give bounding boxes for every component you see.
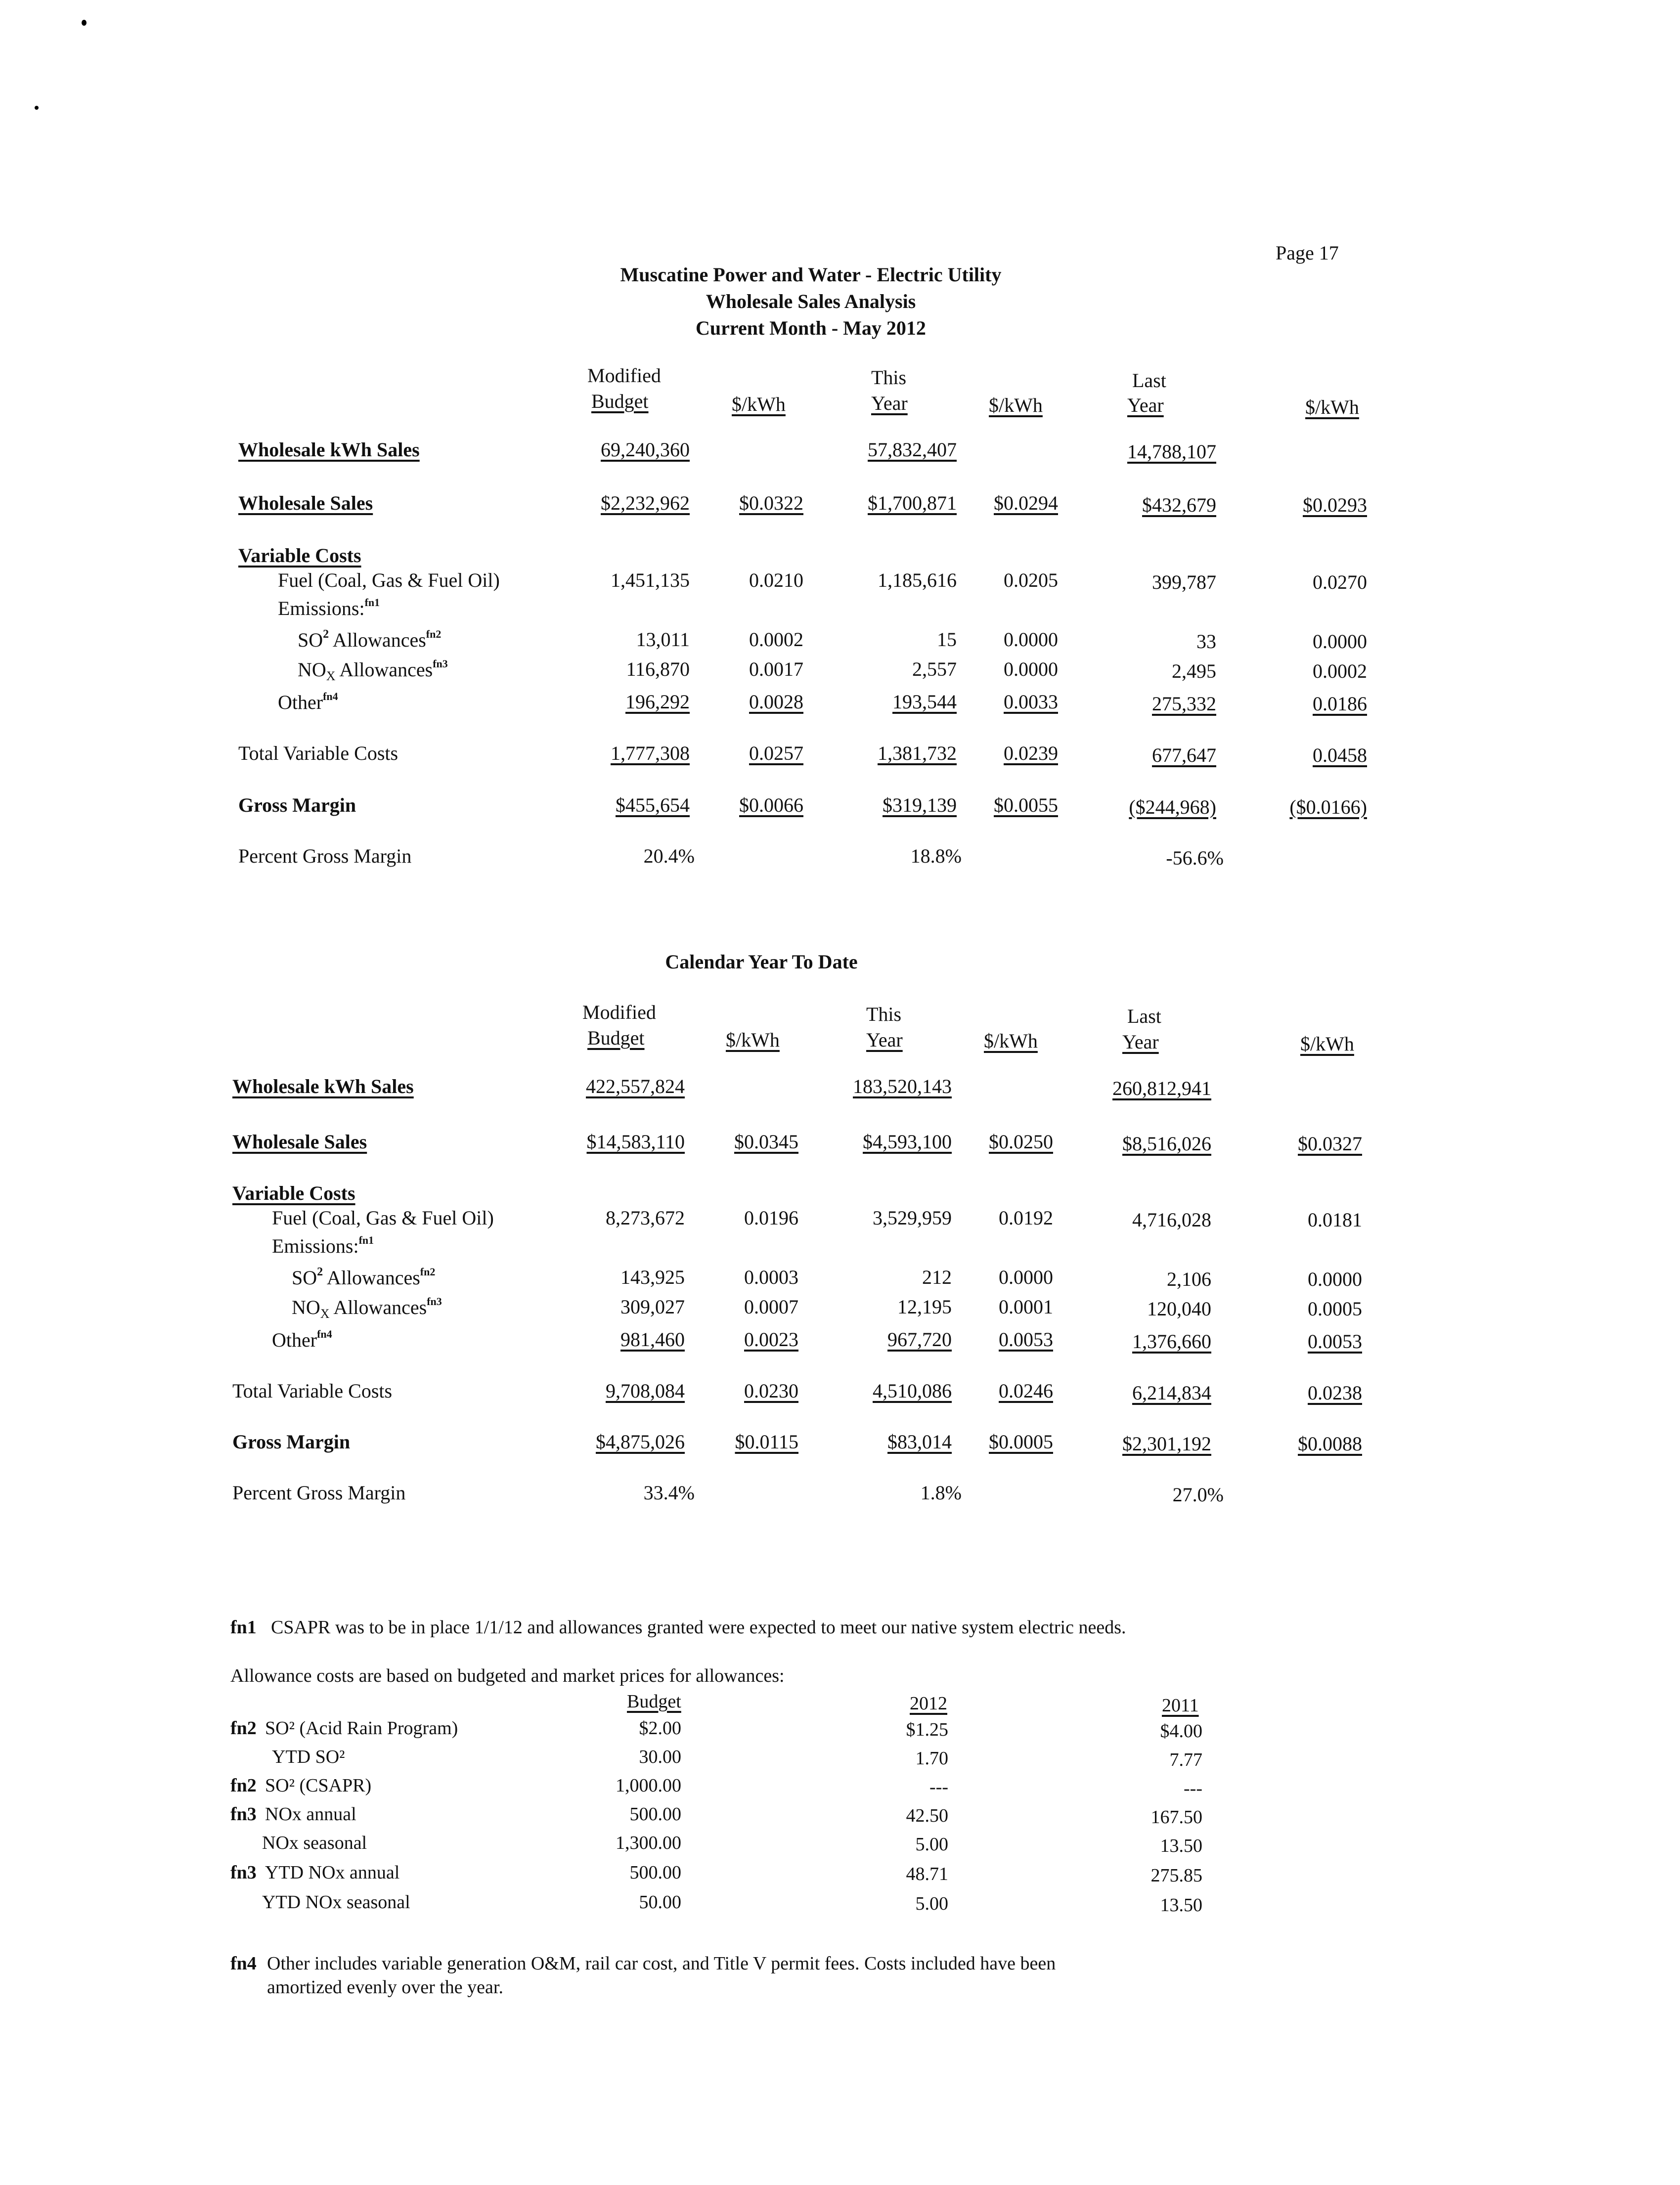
cell-budget: 309,027 bbox=[620, 1296, 685, 1318]
cell-last-year: $2,301,192 bbox=[1122, 1433, 1211, 1455]
cell-this-year: 15 bbox=[937, 628, 957, 651]
cell-this-year: 1.8% bbox=[920, 1482, 962, 1504]
cell-last-year-per-kwh: 0.0005 bbox=[1308, 1298, 1362, 1320]
row-label: Wholesale Sales bbox=[232, 1131, 367, 1153]
cell-this-year: 4,510,086 bbox=[873, 1380, 952, 1402]
cell-last-year: 120,040 bbox=[1147, 1298, 1211, 1320]
report-title: Muscatine Power and Water - Electric Utility bbox=[620, 263, 1002, 286]
cell-budget-per-kwh: 0.0007 bbox=[744, 1296, 798, 1318]
row-label: Other$^{fn4}$ bbox=[272, 1328, 332, 1351]
cell-budget: $455,654 bbox=[616, 794, 690, 816]
row-label: Other$^{fn4}$ bbox=[278, 690, 338, 713]
row-label: Fuel (Coal, Gas & Fuel Oil) bbox=[272, 1207, 494, 1229]
row-label: Total Variable Costs bbox=[238, 742, 398, 764]
cell-budget-per-kwh: 0.0230 bbox=[744, 1380, 798, 1402]
allowance-label: NOx annual bbox=[265, 1804, 356, 1825]
row-label: Wholesale kWh Sales bbox=[232, 1075, 414, 1097]
cell-last-year: 6,214,834 bbox=[1132, 1382, 1211, 1404]
cell-this-year-per-kwh: 0.0053 bbox=[999, 1328, 1053, 1351]
cell-last-year-per-kwh: $0.0293 bbox=[1303, 494, 1367, 516]
row-label: Wholesale Sales bbox=[238, 492, 373, 514]
cell-last-year: 677,647 bbox=[1152, 744, 1216, 766]
cell-budget: 33.4% bbox=[643, 1482, 695, 1504]
row-label: Emissions:$^{fn1}$ bbox=[272, 1234, 374, 1257]
cell-this-year: $1,700,871 bbox=[868, 492, 957, 514]
cell-budget-per-kwh: 0.0023 bbox=[744, 1328, 798, 1351]
col-kwh-1: $/kWh bbox=[732, 393, 786, 415]
col-kwh-2: $/kWh bbox=[989, 394, 1043, 416]
cell-last-year: $432,679 bbox=[1142, 494, 1216, 516]
cell-last-year-per-kwh: 0.0458 bbox=[1313, 744, 1367, 766]
cell-last-year-per-kwh: 0.0186 bbox=[1313, 693, 1367, 715]
allowance-value-budget: $2.00 bbox=[639, 1718, 681, 1739]
cell-last-year: 14,788,107 bbox=[1127, 440, 1216, 463]
allowance-value-2011: 167.50 bbox=[1150, 1807, 1202, 1828]
allowance-col-budget: Budget bbox=[627, 1691, 681, 1712]
row-label: Gross Margin bbox=[232, 1431, 351, 1453]
cell-this-year: $4,593,100 bbox=[863, 1131, 952, 1153]
allowance-value-budget: 500.00 bbox=[629, 1862, 681, 1883]
col-this-top: This bbox=[871, 366, 907, 389]
col-last-top: Last bbox=[1127, 1005, 1161, 1027]
cell-last-year-per-kwh: $0.0088 bbox=[1298, 1433, 1362, 1455]
cell-this-year-per-kwh: $0.0250 bbox=[989, 1131, 1053, 1153]
cell-budget-per-kwh: $0.0115 bbox=[735, 1431, 798, 1453]
col-last-bottom: Year bbox=[1127, 394, 1164, 416]
cell-last-year-per-kwh: 0.0181 bbox=[1308, 1209, 1362, 1231]
row-label: Percent Gross Margin bbox=[238, 845, 412, 867]
cell-budget-per-kwh: 0.0196 bbox=[744, 1207, 798, 1229]
cell-this-year-per-kwh: 0.0033 bbox=[1004, 691, 1058, 713]
col-this-bottom: Year bbox=[871, 392, 908, 414]
cell-last-year: 1,376,660 bbox=[1132, 1330, 1211, 1353]
row-label: $SO^2$ Allowances$^{fn2}$ bbox=[298, 628, 442, 651]
cell-last-year-per-kwh: $0.0327 bbox=[1298, 1133, 1362, 1155]
scan-speck bbox=[35, 106, 39, 110]
allowance-value-budget: 50.00 bbox=[639, 1892, 681, 1913]
cell-budget-per-kwh: 0.0003 bbox=[744, 1266, 798, 1288]
row-label: $NO_X$ Allowances$^{fn3}$ bbox=[298, 657, 448, 683]
row-label: Total Variable Costs bbox=[232, 1380, 393, 1402]
footnote-tag: fn2 bbox=[230, 1718, 257, 1739]
cell-this-year: 12,195 bbox=[897, 1296, 952, 1318]
row-label: Emissions:$^{fn1}$ bbox=[278, 596, 380, 619]
row-label: $NO_X$ Allowances$^{fn3}$ bbox=[292, 1295, 442, 1321]
cell-budget-per-kwh: $0.0345 bbox=[734, 1131, 798, 1153]
allowance-value-2011: --- bbox=[1184, 1778, 1202, 1799]
cell-budget-per-kwh: 0.0210 bbox=[749, 569, 803, 591]
col-last-bottom: Year bbox=[1122, 1031, 1159, 1053]
footnote-tag: fn3 bbox=[230, 1804, 257, 1825]
cell-last-year: 275,332 bbox=[1152, 693, 1216, 715]
allowance-label: SO² (CSAPR) bbox=[265, 1775, 372, 1796]
allowance-value-2011: 13.50 bbox=[1160, 1835, 1202, 1856]
fn4-text-line1: Other includes variable generation O&M, rail car cost, and Title V permit fees. Costs included have been bbox=[267, 1953, 1056, 1974]
allowance-value-2012: 42.50 bbox=[906, 1805, 948, 1826]
row-label: Fuel (Coal, Gas & Fuel Oil) bbox=[278, 569, 500, 591]
cell-last-year: 2,495 bbox=[1172, 660, 1216, 682]
cell-budget: 8,273,672 bbox=[606, 1207, 685, 1229]
cell-last-year-per-kwh: 0.0002 bbox=[1313, 660, 1367, 682]
fn1-text: CSAPR was to be in place 1/1/12 and allowances granted were expected to meet our native system electric needs. bbox=[271, 1617, 1126, 1638]
cell-last-year: 399,787 bbox=[1152, 571, 1216, 593]
allowance-col-2011: 2011 bbox=[1162, 1695, 1199, 1716]
cell-last-year: -56.6% bbox=[1166, 847, 1224, 869]
allowance-value-2012: 5.00 bbox=[915, 1893, 948, 1914]
cell-last-year-per-kwh: 0.0000 bbox=[1308, 1268, 1362, 1290]
cell-budget-per-kwh: $0.0066 bbox=[739, 794, 803, 816]
cell-budget: 116,870 bbox=[626, 658, 690, 680]
cell-this-year-per-kwh: $0.0055 bbox=[994, 794, 1058, 816]
allowance-col-2012: 2012 bbox=[910, 1693, 947, 1714]
fn4-tag: fn4 bbox=[230, 1953, 257, 1974]
cell-budget: 69,240,360 bbox=[601, 438, 690, 461]
cell-this-year: 967,720 bbox=[887, 1328, 952, 1351]
allowance-value-budget: 1,000.00 bbox=[616, 1775, 681, 1796]
cell-last-year-per-kwh: ($0.0166) bbox=[1289, 796, 1367, 818]
fn1-tag: fn1 bbox=[230, 1617, 257, 1638]
cell-last-year-per-kwh: 0.0270 bbox=[1313, 571, 1367, 593]
cell-last-year: ($244,968) bbox=[1129, 796, 1216, 818]
cell-this-year-per-kwh: 0.0001 bbox=[999, 1296, 1053, 1318]
cell-last-year: 260,812,941 bbox=[1112, 1077, 1211, 1099]
col-kwh-1: $/kWh bbox=[726, 1029, 780, 1051]
allowance-value-2011: 13.50 bbox=[1160, 1895, 1202, 1916]
page-number: Page 17 bbox=[1276, 242, 1339, 264]
cell-this-year: 18.8% bbox=[910, 845, 962, 867]
allowance-label: YTD NOx seasonal bbox=[262, 1892, 410, 1913]
cell-this-year: 2,557 bbox=[912, 658, 957, 680]
row-label: Gross Margin bbox=[238, 794, 356, 816]
cell-this-year: 1,185,616 bbox=[878, 569, 957, 591]
col-budget-top: Modified bbox=[582, 1001, 656, 1023]
cell-last-year: 2,106 bbox=[1167, 1268, 1211, 1290]
row-label: $SO^2$ Allowances$^{fn2}$ bbox=[292, 1266, 436, 1289]
cell-this-year-per-kwh: 0.0205 bbox=[1004, 569, 1058, 591]
col-last-top: Last bbox=[1132, 369, 1166, 392]
cell-budget: 143,925 bbox=[620, 1266, 685, 1288]
col-this-bottom: Year bbox=[866, 1029, 903, 1051]
allowance-value-2012: 1.70 bbox=[915, 1748, 948, 1769]
scan-speck bbox=[82, 20, 87, 26]
cell-this-year-per-kwh: $0.0294 bbox=[994, 492, 1058, 514]
cell-this-year-per-kwh: $0.0005 bbox=[989, 1431, 1053, 1453]
fn4-text-line2: amortized evenly over the year. bbox=[267, 1977, 503, 1998]
cell-last-year-per-kwh: 0.0000 bbox=[1313, 630, 1367, 653]
cell-this-year: 212 bbox=[922, 1266, 952, 1288]
row-label: Variable Costs bbox=[232, 1182, 355, 1204]
allowance-label: NOx seasonal bbox=[262, 1833, 367, 1853]
cell-this-year-per-kwh: 0.0246 bbox=[999, 1380, 1053, 1402]
row-label: Variable Costs bbox=[238, 544, 361, 567]
allowance-value-budget: 30.00 bbox=[639, 1747, 681, 1767]
cell-budget-per-kwh: 0.0028 bbox=[749, 691, 803, 713]
allowance-value-2011: $4.00 bbox=[1160, 1721, 1202, 1742]
allowance-value-2012: $1.25 bbox=[906, 1719, 948, 1740]
report-period: Current Month - May 2012 bbox=[696, 317, 926, 339]
footnote-tag: fn2 bbox=[230, 1775, 257, 1796]
col-this-top: This bbox=[866, 1003, 902, 1025]
report-subtitle: Wholesale Sales Analysis bbox=[706, 290, 916, 312]
cell-this-year: 3,529,959 bbox=[873, 1207, 952, 1229]
allowance-label: SO² (Acid Rain Program) bbox=[265, 1718, 458, 1739]
cell-last-year: 4,716,028 bbox=[1132, 1209, 1211, 1231]
cell-last-year-per-kwh: 0.0238 bbox=[1308, 1382, 1362, 1404]
cell-budget: 1,777,308 bbox=[611, 742, 690, 764]
cell-this-year: 183,520,143 bbox=[853, 1075, 952, 1097]
cell-this-year-per-kwh: 0.0000 bbox=[999, 1266, 1053, 1288]
cell-budget: 981,460 bbox=[620, 1328, 685, 1351]
cell-budget: $2,232,962 bbox=[601, 492, 690, 514]
cell-this-year: 57,832,407 bbox=[868, 438, 957, 461]
cell-budget: 9,708,084 bbox=[606, 1380, 685, 1402]
cell-this-year: 193,544 bbox=[892, 691, 957, 713]
allowance-label: YTD NOx annual bbox=[265, 1862, 400, 1883]
ytd-title: Calendar Year To Date bbox=[665, 951, 858, 973]
cell-budget: 13,011 bbox=[636, 628, 690, 651]
cell-this-year: 1,381,732 bbox=[878, 742, 957, 764]
cell-last-year-per-kwh: 0.0053 bbox=[1308, 1330, 1362, 1353]
col-budget-top: Modified bbox=[587, 364, 661, 387]
cell-budget: 422,557,824 bbox=[586, 1075, 685, 1097]
cell-this-year-per-kwh: 0.0000 bbox=[1004, 658, 1058, 680]
allowance-value-2011: 275.85 bbox=[1150, 1865, 1202, 1886]
cell-last-year: $8,516,026 bbox=[1122, 1133, 1211, 1155]
cell-budget-per-kwh: $0.0322 bbox=[739, 492, 803, 514]
allowance-value-2012: 5.00 bbox=[915, 1834, 948, 1855]
col-budget-bottom: Budget bbox=[591, 390, 649, 412]
cell-this-year-per-kwh: 0.0000 bbox=[1004, 628, 1058, 651]
cell-this-year-per-kwh: 0.0239 bbox=[1004, 742, 1058, 764]
col-budget-bottom: Budget bbox=[587, 1027, 645, 1049]
cell-this-year: $83,014 bbox=[887, 1431, 952, 1453]
cell-budget-per-kwh: 0.0017 bbox=[749, 658, 803, 680]
cell-budget: $4,875,026 bbox=[596, 1431, 685, 1453]
cell-budget: $14,583,110 bbox=[586, 1131, 685, 1153]
cell-budget: 20.4% bbox=[643, 845, 695, 867]
allowance-value-budget: 500.00 bbox=[629, 1804, 681, 1825]
cell-budget-per-kwh: 0.0257 bbox=[749, 742, 803, 764]
col-kwh-3: $/kWh bbox=[1305, 396, 1359, 418]
cell-budget: 196,292 bbox=[625, 691, 690, 713]
cell-last-year: 27.0% bbox=[1172, 1484, 1224, 1506]
allowance-value-2012: 48.71 bbox=[906, 1864, 948, 1884]
cell-last-year: 33 bbox=[1196, 630, 1216, 653]
allowance-value-2011: 7.77 bbox=[1169, 1749, 1202, 1770]
footnote-tag: fn3 bbox=[230, 1862, 257, 1883]
allowance-intro: Allowance costs are based on budgeted and market prices for allowances: bbox=[230, 1665, 785, 1686]
col-kwh-2: $/kWh bbox=[984, 1030, 1038, 1052]
allowance-value-budget: 1,300.00 bbox=[616, 1833, 681, 1853]
row-label: Percent Gross Margin bbox=[232, 1482, 406, 1504]
cell-budget: 1,451,135 bbox=[611, 569, 690, 591]
cell-this-year: $319,139 bbox=[883, 794, 957, 816]
col-kwh-3: $/kWh bbox=[1300, 1033, 1354, 1055]
cell-this-year-per-kwh: 0.0192 bbox=[999, 1207, 1053, 1229]
allowance-value-2012: --- bbox=[929, 1777, 948, 1797]
cell-budget-per-kwh: 0.0002 bbox=[749, 628, 803, 651]
allowance-label: YTD SO² bbox=[272, 1747, 345, 1767]
row-label: Wholesale kWh Sales bbox=[238, 438, 420, 461]
